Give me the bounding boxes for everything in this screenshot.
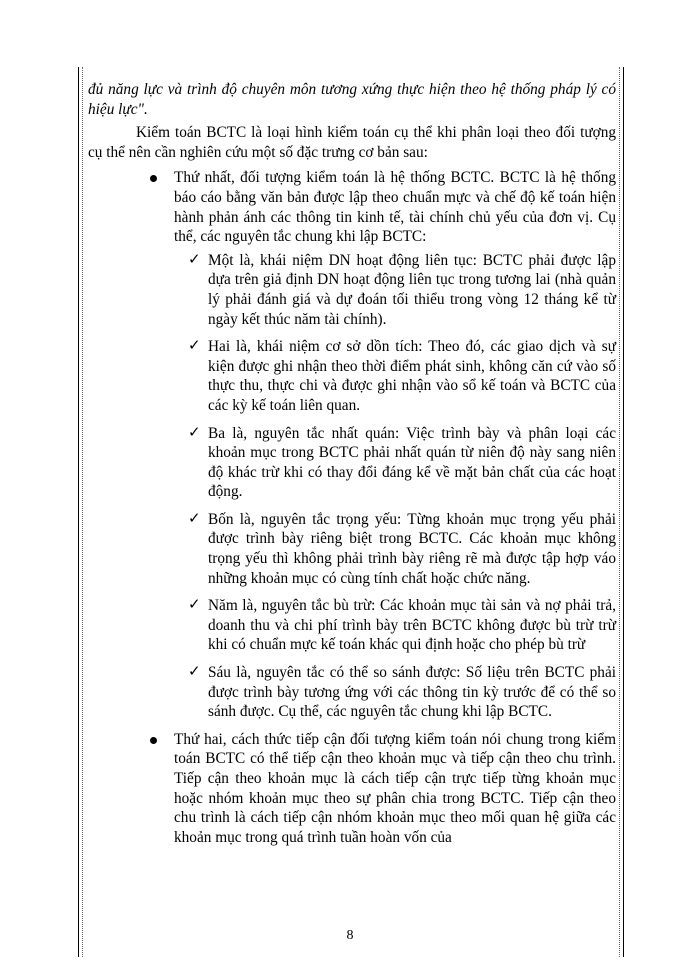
check-item-2 [174,337,616,415]
bullet-list [88,168,616,847]
check-list [174,251,616,722]
check-item-text: Năm là, nguyên tắc bù trừ: Các khoản mục tài sản và nợ phải trả, doanh thu và chi phí trình bày trên BCTC không được bù trừ trừ khi có chuẩn mực kế toán khác qui định hoặc cho phép bù trừ [208,597,616,654]
bullet-text: Thứ hai, cách thức tiếp cận đối tượng kiểm toán nói chung trong kiểm toán BCTC có thể tiếp cận theo khoản mục và tiếp cận theo chu trình. Tiếp cận theo khoản mục là cách tiếp cận trực tiếp từng khoản mục hoặc nhóm khoản mục theo sự phân chia trong BCTC. Tiếp cận theo chu trình là cách tiếp cận nhóm khoản mục theo mối quan hệ giữa các khoản mục trong quá trình tuần hoàn vốn của [174,730,616,846]
bullet-item-1 [88,168,616,721]
check-item-1 [174,251,616,329]
quote-tail: đủ năng lực và trình độ chuyên môn tương xứng thực hiện theo hệ thống pháp lý có hiệu lực". [88,81,616,118]
check-item-3 [174,424,616,502]
bullet-dot-icon [150,737,157,744]
checkmark-icon: ✓ [188,664,201,681]
bullet-item-2 [88,730,616,848]
check-item-text: Hai là, khái niệm cơ sở dồn tích: Theo đó, các giao dịch và sự kiện được ghi nhận theo thời điểm phát sinh, không căn cứ vào số thực thu, thực chi và được ghi nhận vào sổ kế toán và BCTC của các kỳ kế toán liên quan. [208,338,616,414]
check-item-text: Ba là, nguyên tắc nhất quán: Việc trình bày và phân loại các khoản mục trong BCTC phải nhất quán từ niên độ này sang niên độ khác trừ khi có thay đổi đáng kể về mặt bản chất của các hoạt động. [208,424,616,501]
checkmark-icon: ✓ [188,338,201,355]
document-body [88,80,616,853]
check-item-6 [174,663,616,722]
page-number: 8 [346,928,354,943]
checkmark-icon: ✓ [188,424,201,441]
checkmark-icon: ✓ [188,597,201,614]
intro-paragraph: Kiểm toán BCTC là loại hình kiểm toán cụ thể khi phân loại theo đối tượng cụ thể nên cần nghiên cứu một số đặc trưng cơ bản sau: [88,124,616,161]
check-item-text: Bốn là, nguyên tắc trọng yếu: Từng khoản mục trọng yếu phải được trình bày riêng biệt trong BCTC. Các khoản mục không trọng yếu thì không phải trình bày riêng rẽ mà được tập hợp váo những khoản mục có cùng tính chất hoặc chức năng. [208,510,616,587]
checkmark-icon: ✓ [188,510,201,527]
checkmark-icon: ✓ [188,251,201,268]
check-item-4 [174,510,616,588]
check-item-text: Một là, khái niệm DN hoạt động liên tục: BCTC phải được lập dựa trên giả định DN hoạt động liên tục trong tương lai (nhà quản lý phải đánh giá và dự đoán tối thiểu trong vòng 12 tháng kể từ ngày kết thúc năm tài chính). [208,251,616,328]
bullet-dot-icon [150,175,157,182]
check-item-5 [174,596,616,655]
check-item-text: Sáu là, nguyên tắc có thể so sánh được: Số liệu trên BCTC phải được trình bày tương ứng với các thông tin kỳ trước để có thể so sánh được. Cụ thể, các nguyên tắc chung khi lập BCTC. [208,664,616,721]
bullet-text: Thứ nhất, đối tượng kiểm toán là hệ thống BCTC. BCTC là hệ thống báo cáo bằng văn bản được lập theo chuẩn mực và chế độ kế toán hiện hành phản ánh các thông tin kinh tế, tài chính chủ yếu của đơn vị. Cụ thể, các nguyên tắc chung khi lập BCTC: [174,169,616,246]
